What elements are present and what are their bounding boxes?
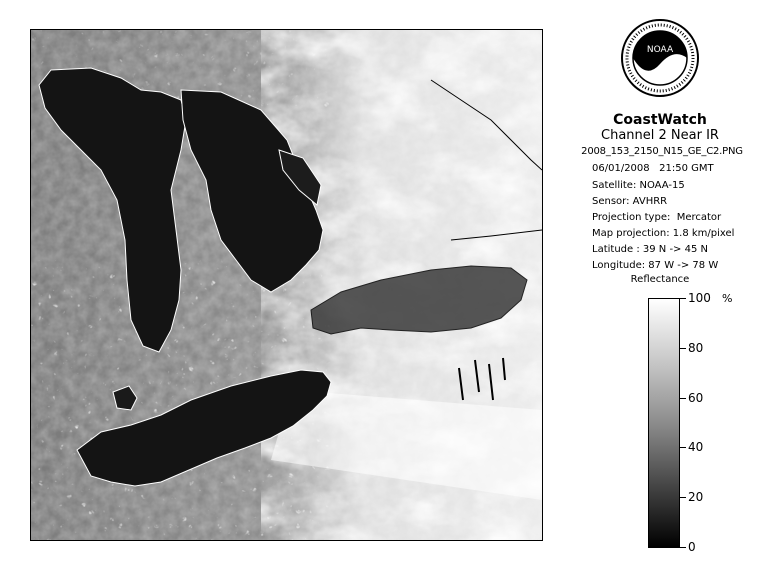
- colorbar-label: Reflectance: [630, 274, 690, 285]
- colorbar-tick-label: 0: [688, 540, 696, 554]
- colorbar-tick: [680, 547, 686, 548]
- colorbar-tick-label: 60: [688, 391, 704, 405]
- channel-title: Channel 2 Near IR: [601, 128, 719, 143]
- colorbar-tick-label: 100: [688, 291, 711, 305]
- colorbar-tick: [680, 398, 686, 399]
- sensor-text: Sensor: AVHRR: [592, 196, 668, 207]
- latitude-text: Latitude : 39 N -> 45 N: [592, 244, 708, 255]
- logo-center-text: NOAA: [646, 45, 674, 55]
- colorbar-tick: [680, 348, 686, 349]
- projection-type-text: Projection type: Mercator: [592, 212, 722, 223]
- colorbar-tick: [680, 298, 686, 299]
- colorbar-unit: %: [722, 292, 733, 305]
- datetime-text: 06/01/2008 21:50 GMT: [592, 163, 714, 174]
- colorbar-tick-label: 80: [688, 341, 704, 355]
- noaa-logo: [620, 18, 700, 98]
- filename-text: 2008_153_2150_N15_GE_C2.PNG: [581, 146, 743, 157]
- colorbar-tick: [680, 497, 686, 498]
- reflectance-map: [31, 30, 542, 540]
- colorbar-tick-label: 40: [688, 440, 704, 454]
- brand-title: CoastWatch: [613, 112, 707, 128]
- colorbar: [648, 298, 680, 548]
- satellite-image: [30, 29, 543, 541]
- colorbar-tick-label: 20: [688, 490, 704, 504]
- map-projection-text: Map projection: 1.8 km/pixel: [592, 228, 735, 239]
- longitude-text: Longitude: 87 W -> 78 W: [592, 260, 719, 271]
- satellite-text: Satellite: NOAA-15: [592, 180, 685, 191]
- colorbar-tick: [680, 447, 686, 448]
